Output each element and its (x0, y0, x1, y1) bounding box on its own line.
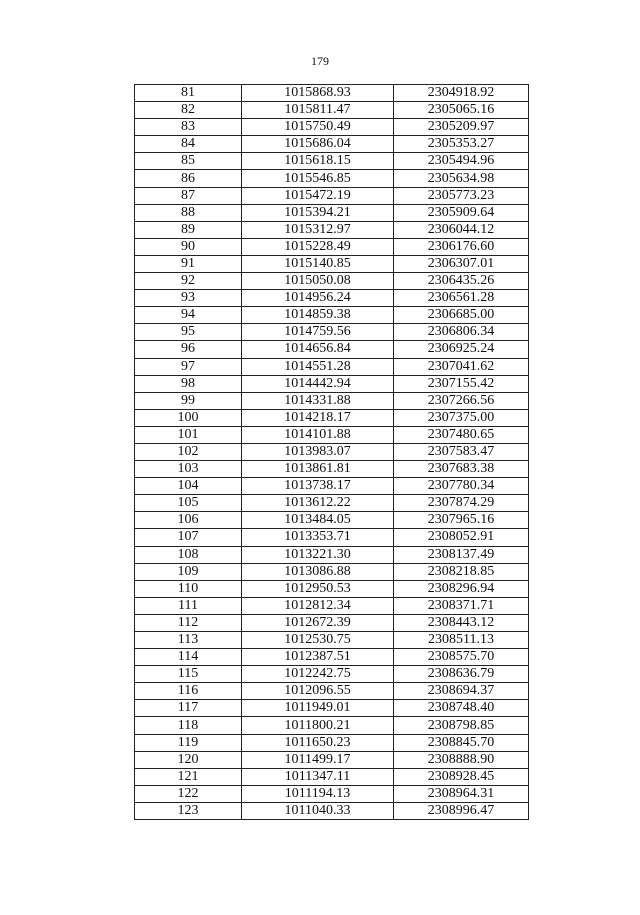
y-coordinate-cell: 2305909.64 (394, 204, 529, 221)
table-row (135, 119, 529, 136)
point-number-cell: 118 (135, 717, 242, 734)
point-number-cell: 102 (135, 443, 242, 460)
y-coordinate-cell: 2306176.60 (394, 238, 529, 255)
x-coordinate-cell: 1015228.49 (242, 238, 394, 255)
point-number-cell: 86 (135, 170, 242, 187)
table-row (135, 666, 529, 683)
table-row (135, 614, 529, 631)
x-coordinate-cell: 1013353.71 (242, 529, 394, 546)
table-row (135, 461, 529, 478)
y-coordinate-cell: 2308748.40 (394, 700, 529, 717)
y-coordinate-cell: 2305494.96 (394, 153, 529, 170)
x-coordinate-cell: 1011499.17 (242, 751, 394, 768)
y-coordinate-cell: 2307780.34 (394, 478, 529, 495)
point-number-cell: 123 (135, 802, 242, 819)
y-coordinate-cell: 2308888.90 (394, 751, 529, 768)
table-row (135, 785, 529, 802)
table-row (135, 170, 529, 187)
y-coordinate-cell: 2305634.98 (394, 170, 529, 187)
table-row (135, 802, 529, 819)
table-row (135, 204, 529, 221)
x-coordinate-cell: 1013612.22 (242, 495, 394, 512)
y-coordinate-cell: 2307266.56 (394, 392, 529, 409)
y-coordinate-cell: 2306806.34 (394, 324, 529, 341)
point-number-cell: 85 (135, 153, 242, 170)
point-number-cell: 95 (135, 324, 242, 341)
point-number-cell: 84 (135, 136, 242, 153)
point-number-cell: 97 (135, 358, 242, 375)
y-coordinate-cell: 2308052.91 (394, 529, 529, 546)
y-coordinate-cell: 2308443.12 (394, 614, 529, 631)
y-coordinate-cell: 2308218.85 (394, 563, 529, 580)
y-coordinate-cell: 2306925.24 (394, 341, 529, 358)
table-row (135, 580, 529, 597)
y-coordinate-cell: 2306561.28 (394, 290, 529, 307)
x-coordinate-cell: 1012530.75 (242, 632, 394, 649)
x-coordinate-cell: 1015050.08 (242, 273, 394, 290)
x-coordinate-cell: 1014859.38 (242, 307, 394, 324)
point-number-cell: 101 (135, 426, 242, 443)
x-coordinate-cell: 1015140.85 (242, 255, 394, 272)
y-coordinate-cell: 2306435.26 (394, 273, 529, 290)
y-coordinate-cell: 2307874.29 (394, 495, 529, 512)
x-coordinate-cell: 1015686.04 (242, 136, 394, 153)
y-coordinate-cell: 2305209.97 (394, 119, 529, 136)
x-coordinate-cell: 1015472.19 (242, 187, 394, 204)
table-row (135, 358, 529, 375)
table-row (135, 649, 529, 666)
x-coordinate-cell: 1014656.84 (242, 341, 394, 358)
y-coordinate-cell: 2308137.49 (394, 546, 529, 563)
y-coordinate-cell: 2308511.13 (394, 632, 529, 649)
x-coordinate-cell: 1012096.55 (242, 683, 394, 700)
table-row (135, 495, 529, 512)
x-coordinate-cell: 1012950.53 (242, 580, 394, 597)
table-row (135, 700, 529, 717)
y-coordinate-cell: 2305773.23 (394, 187, 529, 204)
x-coordinate-cell: 1011949.01 (242, 700, 394, 717)
x-coordinate-cell: 1014218.17 (242, 409, 394, 426)
table-row (135, 632, 529, 649)
table-row (135, 153, 529, 170)
table-row (135, 426, 529, 443)
point-number-cell: 93 (135, 290, 242, 307)
table-row (135, 255, 529, 272)
x-coordinate-cell: 1013738.17 (242, 478, 394, 495)
y-coordinate-cell: 2304918.92 (394, 85, 529, 102)
point-number-cell: 100 (135, 409, 242, 426)
point-number-cell: 122 (135, 785, 242, 802)
table-row (135, 187, 529, 204)
table-row (135, 597, 529, 614)
table-row (135, 221, 529, 238)
x-coordinate-cell: 1015546.85 (242, 170, 394, 187)
x-coordinate-cell: 1011650.23 (242, 734, 394, 751)
point-number-cell: 104 (135, 478, 242, 495)
x-coordinate-cell: 1012672.39 (242, 614, 394, 631)
point-number-cell: 114 (135, 649, 242, 666)
point-number-cell: 111 (135, 597, 242, 614)
point-number-cell: 110 (135, 580, 242, 597)
point-number-cell: 96 (135, 341, 242, 358)
table-row (135, 136, 529, 153)
table-row (135, 85, 529, 102)
table-row (135, 529, 529, 546)
x-coordinate-cell: 1014101.88 (242, 426, 394, 443)
x-coordinate-cell: 1015811.47 (242, 102, 394, 119)
point-number-cell: 120 (135, 751, 242, 768)
point-number-cell: 99 (135, 392, 242, 409)
point-number-cell: 94 (135, 307, 242, 324)
x-coordinate-cell: 1014331.88 (242, 392, 394, 409)
table-row (135, 392, 529, 409)
x-coordinate-cell: 1015618.15 (242, 153, 394, 170)
x-coordinate-cell: 1015868.93 (242, 85, 394, 102)
y-coordinate-cell: 2306044.12 (394, 221, 529, 238)
y-coordinate-cell: 2305353.27 (394, 136, 529, 153)
point-number-cell: 103 (135, 461, 242, 478)
point-number-cell: 83 (135, 119, 242, 136)
table-row (135, 290, 529, 307)
point-number-cell: 106 (135, 512, 242, 529)
x-coordinate-cell: 1014759.56 (242, 324, 394, 341)
point-number-cell: 87 (135, 187, 242, 204)
y-coordinate-cell: 2308371.71 (394, 597, 529, 614)
y-coordinate-cell: 2307583.47 (394, 443, 529, 460)
table-row (135, 238, 529, 255)
y-coordinate-cell: 2308575.70 (394, 649, 529, 666)
y-coordinate-cell: 2307683.38 (394, 461, 529, 478)
y-coordinate-cell: 2308928.45 (394, 768, 529, 785)
table-row (135, 683, 529, 700)
x-coordinate-cell: 1013983.07 (242, 443, 394, 460)
point-number-cell: 88 (135, 204, 242, 221)
y-coordinate-cell: 2308296.94 (394, 580, 529, 597)
x-coordinate-cell: 1014956.24 (242, 290, 394, 307)
table-row (135, 512, 529, 529)
x-coordinate-cell: 1012387.51 (242, 649, 394, 666)
x-coordinate-cell: 1011194.13 (242, 785, 394, 802)
table-row (135, 443, 529, 460)
x-coordinate-cell: 1011040.33 (242, 802, 394, 819)
x-coordinate-cell: 1012812.34 (242, 597, 394, 614)
point-number-cell: 113 (135, 632, 242, 649)
point-number-cell: 91 (135, 255, 242, 272)
y-coordinate-cell: 2306685.00 (394, 307, 529, 324)
y-coordinate-cell: 2307965.16 (394, 512, 529, 529)
table-row (135, 717, 529, 734)
coordinates-table (134, 84, 529, 820)
x-coordinate-cell: 1014442.94 (242, 375, 394, 392)
x-coordinate-cell: 1013861.81 (242, 461, 394, 478)
coordinates-table-body (135, 85, 529, 820)
x-coordinate-cell: 1011347.11 (242, 768, 394, 785)
table-row (135, 273, 529, 290)
y-coordinate-cell: 2307155.42 (394, 375, 529, 392)
table-row (135, 102, 529, 119)
table-row (135, 768, 529, 785)
table-row (135, 409, 529, 426)
point-number-cell: 98 (135, 375, 242, 392)
y-coordinate-cell: 2308636.79 (394, 666, 529, 683)
x-coordinate-cell: 1013221.30 (242, 546, 394, 563)
point-number-cell: 119 (135, 734, 242, 751)
y-coordinate-cell: 2308996.47 (394, 802, 529, 819)
y-coordinate-cell: 2308964.31 (394, 785, 529, 802)
point-number-cell: 112 (135, 614, 242, 631)
x-coordinate-cell: 1013484.05 (242, 512, 394, 529)
y-coordinate-cell: 2307375.00 (394, 409, 529, 426)
point-number-cell: 89 (135, 221, 242, 238)
x-coordinate-cell: 1015750.49 (242, 119, 394, 136)
table-row (135, 341, 529, 358)
table-row (135, 734, 529, 751)
point-number-cell: 105 (135, 495, 242, 512)
y-coordinate-cell: 2305065.16 (394, 102, 529, 119)
point-number-cell: 81 (135, 85, 242, 102)
table-row (135, 478, 529, 495)
x-coordinate-cell: 1012242.75 (242, 666, 394, 683)
y-coordinate-cell: 2307041.62 (394, 358, 529, 375)
table-row (135, 324, 529, 341)
y-coordinate-cell: 2308694.37 (394, 683, 529, 700)
point-number-cell: 90 (135, 238, 242, 255)
table-row (135, 307, 529, 324)
y-coordinate-cell: 2308798.85 (394, 717, 529, 734)
point-number-cell: 82 (135, 102, 242, 119)
point-number-cell: 121 (135, 768, 242, 785)
y-coordinate-cell: 2308845.70 (394, 734, 529, 751)
x-coordinate-cell: 1011800.21 (242, 717, 394, 734)
table-row (135, 751, 529, 768)
table-row (135, 563, 529, 580)
y-coordinate-cell: 2307480.65 (394, 426, 529, 443)
page-number: 179 (311, 54, 329, 68)
x-coordinate-cell: 1013086.88 (242, 563, 394, 580)
point-number-cell: 107 (135, 529, 242, 546)
y-coordinate-cell: 2306307.01 (394, 255, 529, 272)
point-number-cell: 115 (135, 666, 242, 683)
point-number-cell: 108 (135, 546, 242, 563)
x-coordinate-cell: 1015394.21 (242, 204, 394, 221)
x-coordinate-cell: 1014551.28 (242, 358, 394, 375)
table-row (135, 546, 529, 563)
x-coordinate-cell: 1015312.97 (242, 221, 394, 238)
point-number-cell: 116 (135, 683, 242, 700)
table-row (135, 375, 529, 392)
point-number-cell: 117 (135, 700, 242, 717)
point-number-cell: 109 (135, 563, 242, 580)
point-number-cell: 92 (135, 273, 242, 290)
